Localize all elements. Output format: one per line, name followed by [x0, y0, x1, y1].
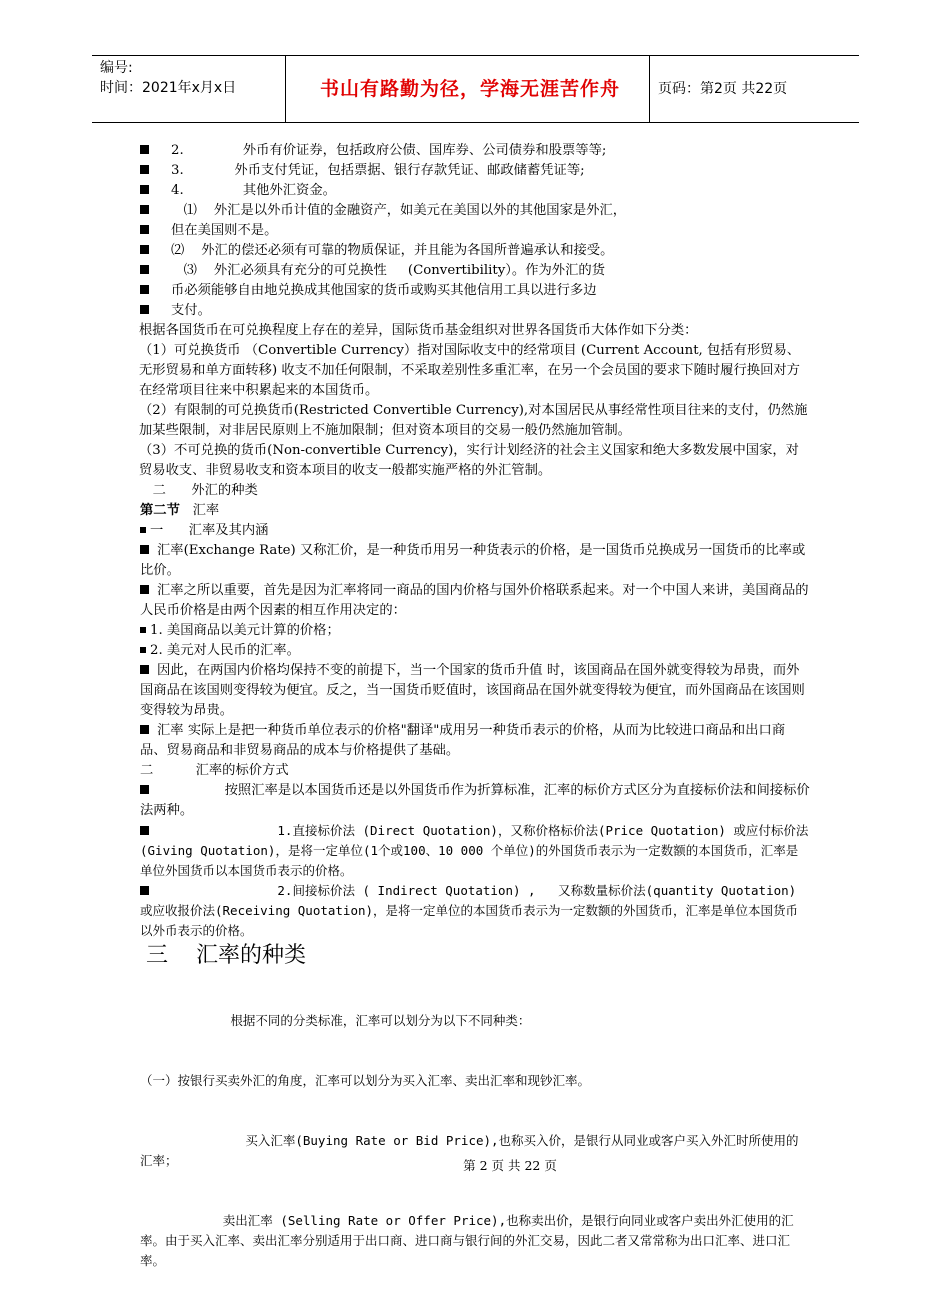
list-item-text: 1. 美国商品以美元计算的价格； [150, 623, 340, 638]
bullet-line [140, 281, 810, 301]
time-label: 时间：2021年x月x日 [100, 80, 237, 96]
bullet-line [140, 241, 810, 261]
page-header [92, 55, 859, 123]
header-motto: 书山有路勤为径，学海无涯苦作舟 [319, 78, 620, 100]
bullet-icon [140, 665, 149, 674]
paragraph [140, 821, 816, 881]
list-item-text: 2. 美元对人民币的汇率。 [150, 643, 300, 658]
paragraph: （1）可兑换货币 （Convertible Currency）指对国际收支中的经常项目 (Current Account, 包括有形贸易、无形贸易和单方面转移) 收支不加任何限制，不采取差别性多重汇率，在另一个会员国的要求下随时履行换回对方在经常项目往来中积累起来的本国货币。 [139, 343, 801, 398]
bullet-icon [140, 545, 149, 554]
list-item [140, 621, 810, 641]
bullet-line-text: 2. 外币有价证券，包括政府公债、国库券、公司债券和股票等等; [171, 143, 607, 158]
paragraph [140, 581, 810, 621]
section-title: 汇率 [179, 503, 220, 518]
bullet-line [140, 301, 810, 321]
section-number: 第二节 [140, 503, 180, 518]
bullet-line-text: ⑶ 外汇必须具有充分的可兑换性 (Convertibility）。作为外汇的货 [171, 263, 605, 278]
number-label: 编号: [100, 60, 133, 76]
bullet-icon [140, 205, 149, 214]
section-heading-forex-types: 二 外汇的种类 [140, 483, 258, 498]
bullet-icon [140, 886, 149, 895]
bullet-line-text: ⑴ 外汇是以外币计值的金融资产，如美元在美国以外的其他国家是外汇， [171, 203, 627, 218]
bullet-line [140, 221, 810, 241]
header-divider [649, 56, 650, 122]
bullet-icon [140, 785, 149, 794]
bullet-icon [140, 145, 149, 154]
rate-types-section [140, 971, 810, 1311]
classification-section [139, 321, 810, 481]
bullet-line [140, 261, 810, 281]
bullet-icon [140, 585, 149, 594]
bullet-line [140, 181, 810, 201]
paragraph-text: 因此，在两国内价格均保持不变的前提下，当一个国家的货币升值 时，该国商品在国外就变得较为昂贵，而外国商品在该国则变得较为便宜。反之，当一国货币贬值时，该国商品在国外就变得较为便宜，而外国商品在该国则变得较为昂贵。 [140, 663, 805, 718]
bullet-icon [140, 647, 146, 653]
subsection-heading: 二 汇率的标价方式 [140, 763, 289, 778]
section-heading-rate-types: 三 汇率的种类 [146, 943, 306, 968]
paragraph [140, 781, 810, 821]
paragraph [140, 541, 810, 581]
paragraph: 根据各国货币在可兑换程度上存在的差异，国际货币基金组织对世界各国货币大体作如下分类： [139, 323, 698, 338]
bullet-line [140, 201, 810, 221]
bullet-icon [140, 305, 149, 314]
paragraph-text: 按照汇率是以本国货币还是以外国货币作为折算标准，汇率的标价方式区分为直接标价法和间接标价法两种。 [140, 783, 810, 818]
paragraph [140, 881, 810, 941]
paragraph-text: 汇率之所以重要，首先是因为汇率将同一商品的国内价格与国外价格联系起来。对一个中国人来讲，美国商品的人民币价格是由两个因素的相互作用决定的： [140, 583, 809, 618]
subsection-title: 一 汇率及其内涵 [150, 523, 269, 538]
bullet-line-text: 但在美国则不是。 [171, 223, 278, 238]
bullet-line-text: 币必须能够自由地兑换成其他国家的货币或购买其他信用工具以进行多边 [171, 283, 597, 298]
document-body [139, 141, 816, 1311]
bullet-icon [140, 165, 149, 174]
section-heading-exchange-rate [140, 501, 810, 521]
bullet-icon [140, 826, 149, 835]
page-footer: 第 2 页 共 22 页 [463, 1158, 557, 1173]
paragraph: （2）有限制的可兑换货币(Restricted Convertible Currency),对本国居民从事经常性项目往来的支付，仍然施加某些限制，对非居民原则上不施加限制；但对资本项目的交易一般仍然施加管制。 [139, 403, 808, 438]
paragraph: 根据不同的分类标准，汇率可以划分为以下不同种类： [140, 1013, 531, 1028]
bullet-line [140, 161, 810, 181]
header-divider [285, 56, 286, 122]
bullet-list [140, 141, 810, 321]
paragraph: 卖出汇率 (Selling Rate or Offer Price),也称卖出价，是银行向同业或客户卖出外汇使用的汇率。由于买入汇率、卖出汇率分别适用于出口商、进口商与银行间的外汇交易，因此二者又常常称为出口汇率、进口汇率。 [140, 1213, 794, 1268]
paragraph-text: 1.直接标价法 (Direct Quotation)，又称价格标价法(Price Quotation) 或应付标价法 (Giving Quotation)，是将一定单位(1个或100、10 000 个单位)的外国货币表示为一定数额的本国货币，汇率是单位外国货币以本国货币表示的价格。 [140, 823, 816, 878]
bullet-line-text: 支付。 [171, 303, 211, 318]
bullet-line [140, 141, 810, 161]
bullet-icon [140, 265, 149, 274]
header-page-label: 页码：第2页 共22页 [658, 81, 788, 97]
paragraph-text: 汇率 实际上是把一种货币单位表示的价格"翻译"成用另一种货币表示的价格，从而为比较进口商品和出口商品、贸易商品和非贸易商品的成本与价格提供了基础。 [140, 723, 786, 758]
bullet-icon [140, 225, 149, 234]
bullet-icon [140, 725, 149, 734]
bullet-icon [140, 245, 149, 254]
paragraph-text: 汇率(Exchange Rate) 又称汇价，是一种货币用另一种货表示的价格，是一国货币兑换成另一国货币的比率或比价。 [140, 543, 806, 578]
bullet-line-text: 4. 其他外汇资金。 [171, 183, 336, 198]
paragraph: （一）按银行买卖外汇的角度，汇率可以划分为买入汇率、卖出汇率和现钞汇率。 [140, 1073, 591, 1088]
paragraph-text: 2.间接标价法 ( Indirect Quotation) , 又称数量标价法(quantity Quotation) 或应收报价法(Receiving Quotation)，是将一定单位的本国货币表示为一定数额的外国货币，汇率是单位本国货币以外币表示的价格。 [140, 883, 804, 938]
paragraph [140, 661, 810, 721]
subsection-heading [140, 521, 810, 541]
bullet-icon [140, 527, 146, 533]
bullet-line-text: 3. 外币支付凭证，包括票据、银行存款凭证、邮政储蓄凭证等; [171, 163, 585, 178]
paragraph: （3）不可兑换的货币(Non-convertible Currency)，实行计划经济的社会主义国家和绝大多数发展中国家，对贸易收支、非贸易收支和资本项目的收支一般都实施严格的外汇管制。 [139, 443, 799, 478]
bullet-icon [140, 285, 149, 294]
header-meta [100, 58, 236, 98]
paragraph [140, 721, 810, 761]
bullet-icon [140, 185, 149, 194]
list-item [140, 641, 810, 661]
bullet-icon [140, 627, 146, 633]
paragraph: 买入汇率(Buying Rate or Bid Price),也称买入价，是银行从同业或客户买入外汇时所使用的汇率； [140, 1133, 799, 1168]
bullet-line-text: ⑵ 外汇的偿还必须有可靠的物质保证，并且能为各国所普遍承认和接受。 [171, 243, 614, 258]
